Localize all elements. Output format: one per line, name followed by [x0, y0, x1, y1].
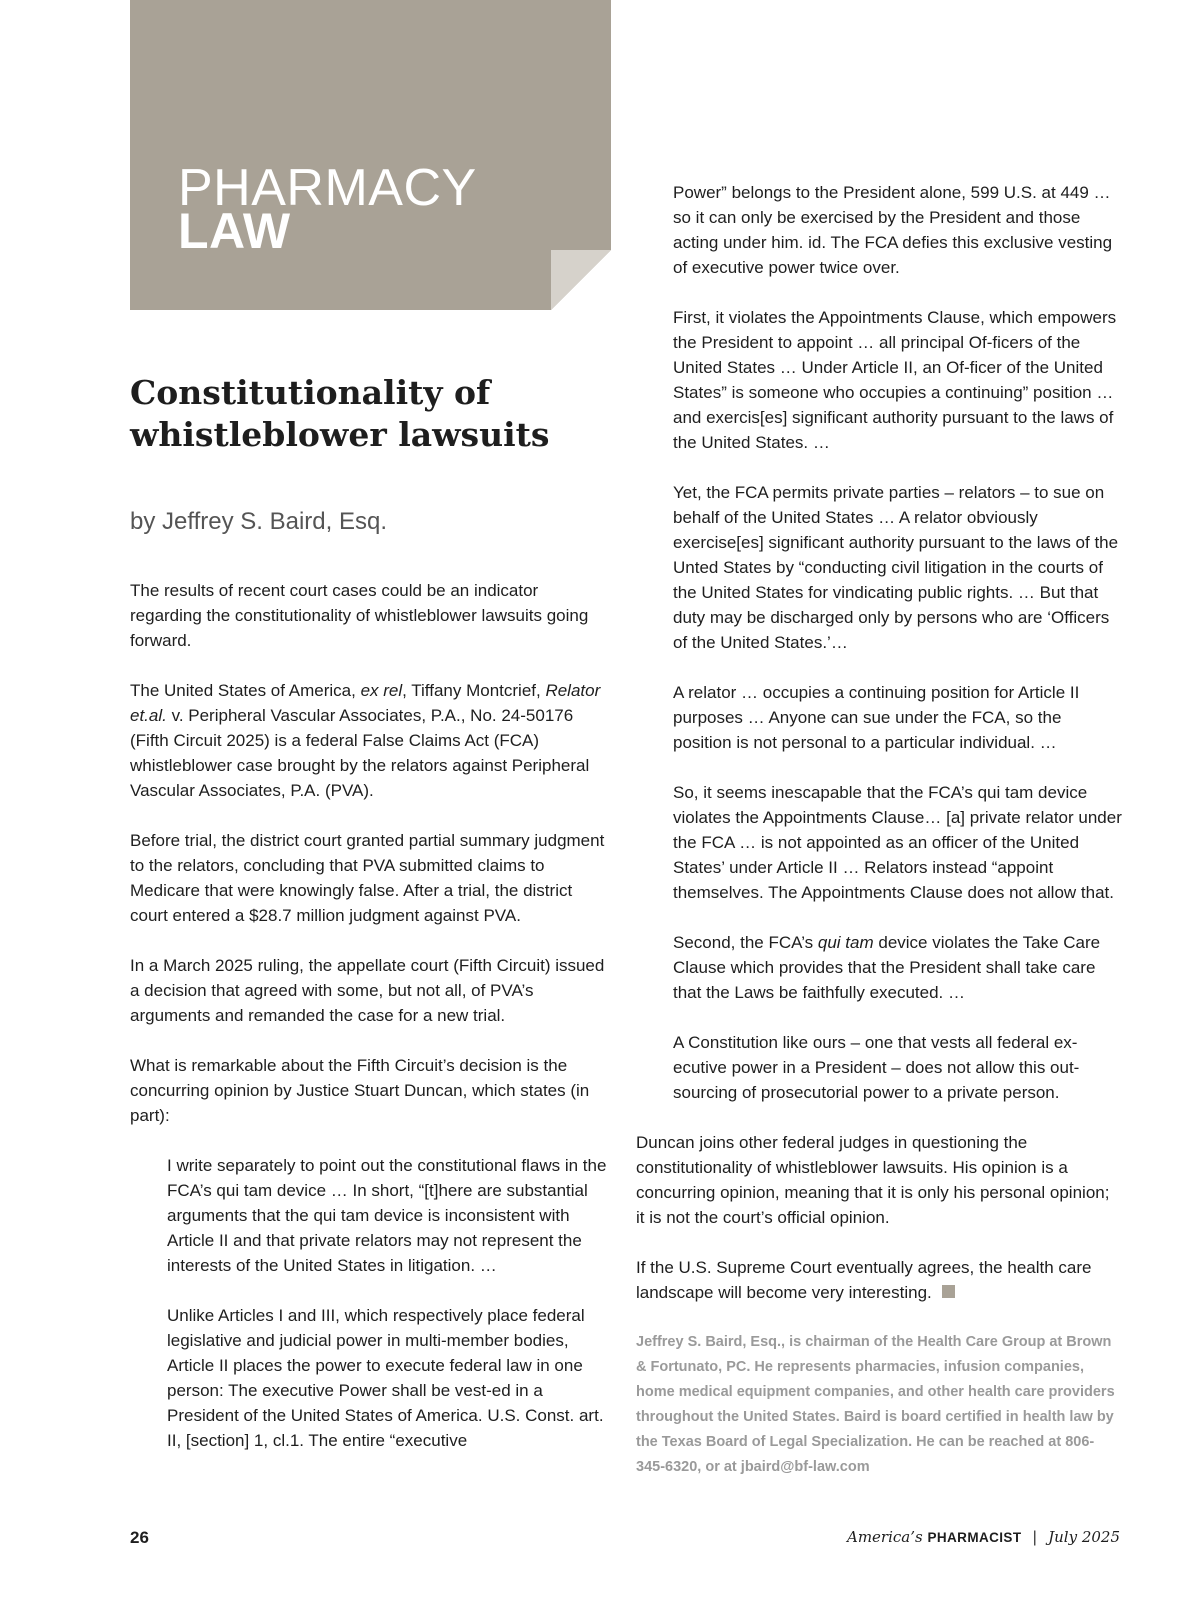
block-quote: A Constitution like ours – one that vests all federal ex-ecutive power in a President – does not allow this out-sourcing of prosecutorial power to a private person.: [673, 1033, 1080, 1102]
section-kicker-law: LAW: [178, 203, 291, 259]
end-of-article-mark: [942, 1285, 955, 1298]
right-column: [636, 180, 1122, 1505]
left-column: [130, 578, 612, 1478]
footer-separator: |: [1032, 1528, 1038, 1546]
magazine-footer: [847, 1528, 1120, 1546]
magazine-brand: PHARMACIST: [927, 1530, 1022, 1545]
body-paragraph: What is remarkable about the Fifth Circuit’s decision is the concurring opinion by Justice Stuart Duncan, which states (in part):: [130, 1056, 590, 1125]
block-quote-italic: Second, the FCA’s qui tam device violates the Take Care Clause which provides that the President shall take care that the Laws be faithfully executed. …: [673, 933, 1101, 1002]
page-number: 26: [130, 1528, 149, 1547]
body-paragraph: In a March 2025 ruling, the appellate court (Fifth Circuit) issued a decision that agreed with some, but not all, of PVA’s arguments and remanded the case for a new trial.: [130, 956, 605, 1025]
block-quote: Unlike Articles I and III, which respectively place federal legislative and judicial power in multi-member bodies, Article II places the power to execute federal law in one person: The executive Power shall be vest-ed in a President of the United States of America. U.S. Const. art. II, [section] 1, cl.1. The entire “executive: [167, 1306, 604, 1450]
block-quote: So, it seems inescapable that the FCA’s qui tam device violates the Appointments Clause… [a] private relator under the FCA … is not appointed as an officer of the United States’ under Article II … Relators instead “appoint themselves. The Appointments Clause does not allow that.: [673, 783, 1122, 902]
article-byline: by Jeffrey S. Baird, Esq.: [130, 508, 388, 535]
section-kicker-pharmacy: PHARMACY: [178, 159, 477, 217]
article-title: Constitutionality of whistleblower lawsuits: [130, 373, 550, 454]
body-paragraph: Before trial, the district court granted partial summary judgment to the relators, concluding that PVA submitted claims to Medicare that were knowingly false. After a trial, the district court entered a $28.7 million judgment against PVA.: [130, 831, 605, 925]
magazine-prefix: America’s: [846, 1528, 923, 1546]
block-quote: I write separately to point out the constitutional flaws in the FCA’s qui tam device … In short, “[t]here are substantial arguments that the qui tam device is inconsistent with Article II and that private relators may not represent the interests of the United States in litigation. …: [167, 1156, 607, 1275]
italic-term: qui tam: [817, 933, 874, 952]
block-quote: A relator … occupies a continuing position for Article II purposes … Anyone can sue under the FCA, so the position is not personal to a particular individual. …: [673, 683, 1080, 752]
author-bio: Jeffrey S. Baird, Esq., is chairman of the Health Care Group at Brown & Fortunato, PC. He represents pharmacies, infusion companies, home medical equipment companies, and other health care providers throughout the United States. Baird is board certified in health law by the Texas Board of Legal Specialization. He can be reached at 806-345-6320, or at jbaird@bf-law.com: [636, 1334, 1115, 1475]
page-fold-corner: [551, 250, 611, 310]
italic-term: ex rel: [360, 681, 403, 700]
body-paragraph: The results of recent court cases could be an indicator regarding the constitutionality of whistleblower lawsuits going forward.: [130, 581, 589, 650]
body-paragraph-final: [636, 1255, 1122, 1305]
final-sentence: If the U.S. Supreme Court eventually agrees, the health care landscape will become very interesting.: [636, 1258, 1092, 1302]
block-quote: Power” belongs to the President alone, 599 U.S. at 449 … so it can only be exercised by the President and those acting under him. id. The FCA defies this exclusive vesting of executive power twice over.: [673, 183, 1113, 277]
italic-term: Relator et.al.: [130, 681, 601, 725]
issue-date: July 2025: [1048, 1528, 1120, 1546]
body-paragraph-case: The United States of America, ex rel, Tiffany Montcrief, Relator et.al. v. Peripheral Vascular Associates, P.A., No. 24-50176 (Fifth Circuit 2025) is a federal False Claims Act (FCA) whistleblower case brought by the relators against Peripheral Vascular Associates, P.A. (PVA).: [130, 681, 601, 800]
body-paragraph: Duncan joins other federal judges in questioning the constitutionality of whistleblower lawsuits. His opinion is a concurring opinion, meaning that it is only his personal opinion; it is not the court’s official opinion.: [636, 1133, 1110, 1227]
section-header-block: [130, 0, 611, 310]
block-quote: First, it violates the Appointments Clause, which empowers the President to appoint … all principal Of-ficers of the United States … Under Article II, an Of-ficer of the United States” is someone who occupies a continuing” position … and exercis[es] significant authority pursuant to the laws of the United States. …: [673, 308, 1117, 452]
block-quote: Yet, the FCA permits private parties – relators – to sue on behalf of the United States … A relator obviously exercise[es] significant authority pursuant to the laws of the Unted States by “conducting civil litigation in the courts of the United States for vindicating public rights. … But that duty may be discharged only by persons who are ‘Officers of the United States.’…: [673, 483, 1119, 652]
